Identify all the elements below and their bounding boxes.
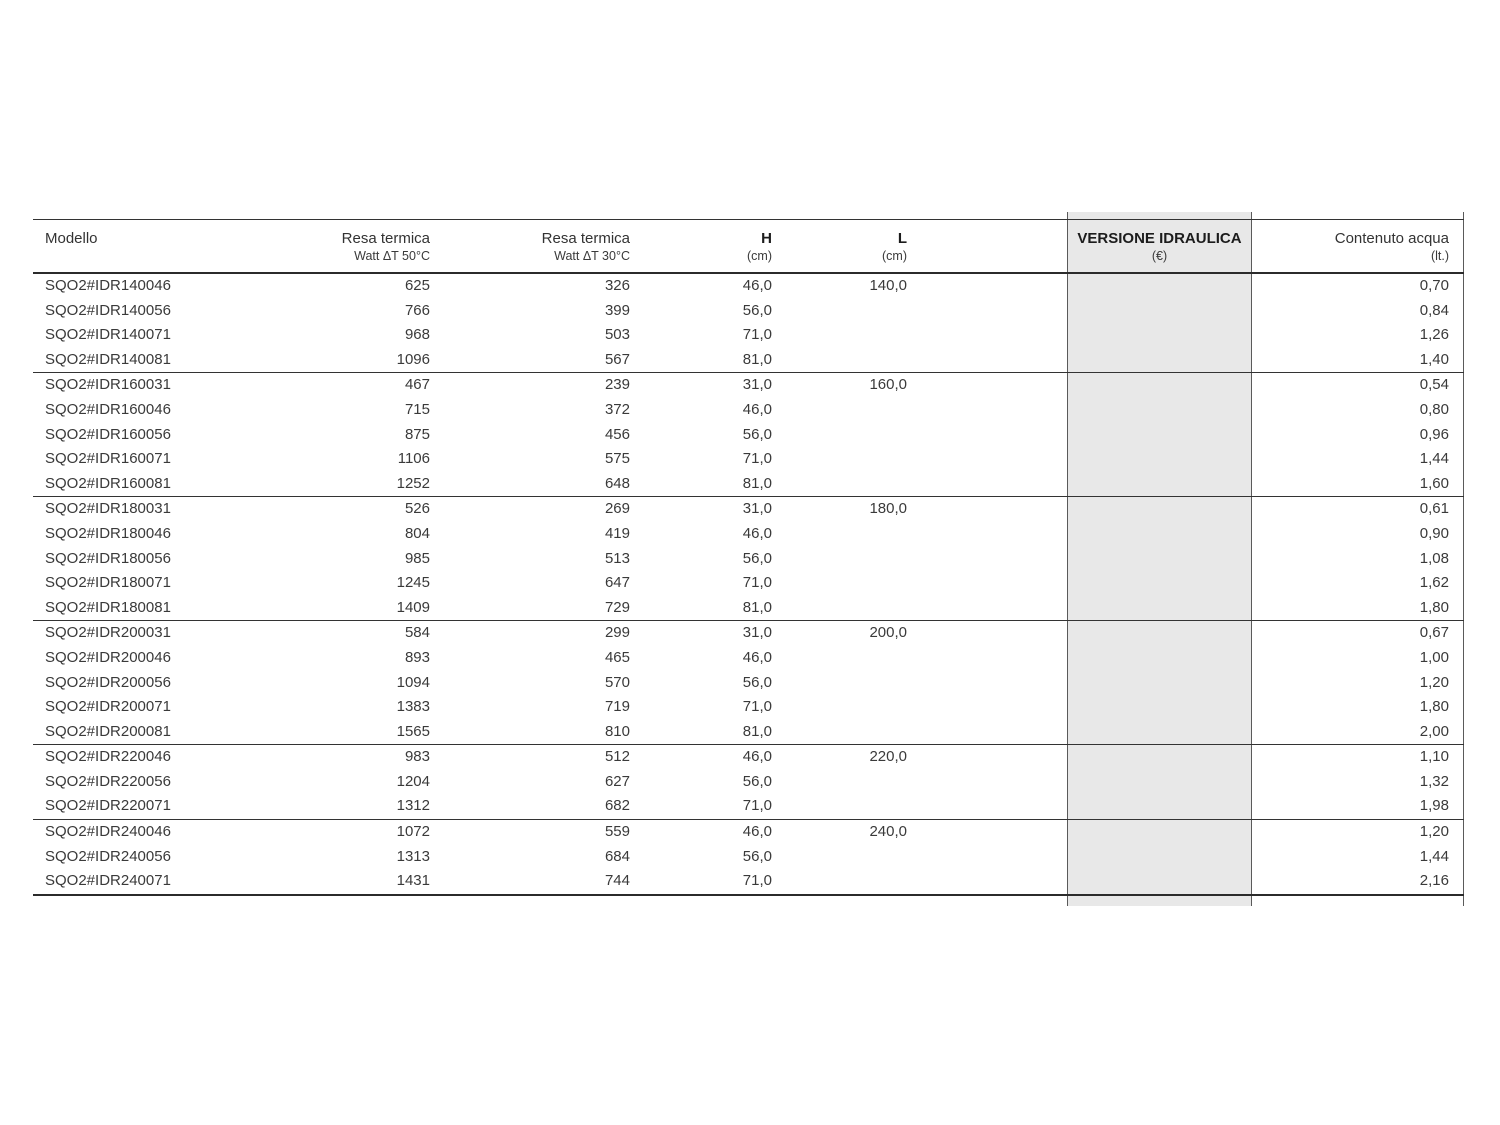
cell-modello: SQO2#IDR140056 <box>45 301 171 319</box>
cell-modello: SQO2#IDR220046 <box>45 748 171 766</box>
table-row <box>33 323 1464 348</box>
cell-l <box>772 571 907 596</box>
cell-l <box>772 348 907 373</box>
cell-l <box>772 695 907 720</box>
cell-spacer <box>907 398 1067 423</box>
cell-spacer <box>907 547 1067 572</box>
cell-modello: SQO2#IDR180046 <box>45 524 171 542</box>
cell-modello: SQO2#IDR180056 <box>45 549 171 567</box>
table-row <box>33 522 1464 547</box>
cell-versione-idraulica <box>1067 497 1252 522</box>
cell-spacer <box>907 273 1067 299</box>
cell-h: 46,0 <box>742 277 772 294</box>
cell-resa-termica-30: 627 <box>604 772 630 790</box>
cell-versione-idraulica <box>1067 646 1252 671</box>
cell-h: 46,0 <box>742 400 772 418</box>
header-l <box>772 220 907 274</box>
spec-table-zone <box>33 219 1464 896</box>
cell-contenuto-acqua: 1,10 <box>1419 748 1449 766</box>
product-spec-table <box>33 219 1464 896</box>
cell-resa-termica-30: 239 <box>604 376 630 394</box>
header-modello-label: Modello <box>45 230 98 247</box>
cell-h: 81,0 <box>742 350 772 368</box>
cell-contenuto-acqua: 0,61 <box>1419 500 1449 518</box>
cell-resa-termica-50: 968 <box>404 326 430 344</box>
cell-h: 46,0 <box>742 823 772 841</box>
cell-modello: SQO2#IDR180071 <box>45 574 171 592</box>
cell-contenuto-acqua: 1,44 <box>1419 450 1449 468</box>
cell-l <box>772 522 907 547</box>
table-row <box>33 794 1464 819</box>
cell-resa-termica-50: 1312 <box>396 797 430 815</box>
cell-modello: SQO2#IDR220056 <box>45 772 171 790</box>
cell-versione-idraulica <box>1067 794 1252 819</box>
cell-modello: SQO2#IDR200071 <box>45 698 171 716</box>
cell-l <box>772 398 907 423</box>
cell-spacer <box>907 720 1067 745</box>
cell-l <box>772 299 907 324</box>
cell-resa-termica-50: 467 <box>404 376 430 394</box>
cell-resa-termica-50: 875 <box>404 425 430 443</box>
cell-resa-termica-30: 682 <box>604 797 630 815</box>
cell-h: 46,0 <box>742 648 772 666</box>
cell-resa-termica-30: 575 <box>604 450 630 468</box>
cell-resa-termica-30: 465 <box>604 648 630 666</box>
cell-contenuto-acqua: 1,08 <box>1419 549 1449 567</box>
cell-resa-termica-50: 1072 <box>396 823 430 841</box>
table-row <box>33 845 1464 870</box>
cell-l <box>772 472 907 497</box>
cell-spacer <box>907 820 1067 845</box>
cell-h: 31,0 <box>742 624 772 642</box>
cell-versione-idraulica <box>1067 820 1252 845</box>
cell-l <box>772 845 907 870</box>
cell-contenuto-acqua: 1,20 <box>1419 673 1449 691</box>
cell-resa-termica-30: 729 <box>604 598 630 616</box>
cell-contenuto-acqua: 0,54 <box>1419 376 1449 394</box>
cell-resa-termica-50: 584 <box>404 624 430 642</box>
table-row <box>33 299 1464 324</box>
table-row <box>33 596 1464 621</box>
cell-resa-termica-50: 625 <box>404 277 430 294</box>
cell-h: 46,0 <box>742 524 772 542</box>
cell-spacer <box>907 522 1067 547</box>
table-row <box>33 820 1464 845</box>
cell-l <box>772 671 907 696</box>
header-l-label: L <box>897 230 907 247</box>
cell-versione-idraulica <box>1067 621 1252 646</box>
header-modello <box>33 220 283 274</box>
cell-modello: SQO2#IDR160046 <box>45 400 171 418</box>
cell-contenuto-acqua: 1,26 <box>1419 326 1449 344</box>
table-row <box>33 621 1464 646</box>
cell-modello: SQO2#IDR140046 <box>45 277 171 294</box>
cell-l <box>772 547 907 572</box>
cell-modello: SQO2#IDR200046 <box>45 648 171 666</box>
cell-h: 56,0 <box>742 772 772 790</box>
header-h-label: H <box>761 230 772 247</box>
header-resa-50-sublabel: Watt ΔT 50°C <box>354 249 430 263</box>
cell-resa-termica-30: 372 <box>604 400 630 418</box>
cell-h: 81,0 <box>742 598 772 616</box>
cell-versione-idraulica <box>1067 695 1252 720</box>
table-row <box>33 348 1464 373</box>
cell-resa-termica-30: 456 <box>604 425 630 443</box>
cell-contenuto-acqua: 1,98 <box>1419 797 1449 815</box>
cell-l <box>772 869 907 895</box>
cell-spacer <box>907 794 1067 819</box>
cell-resa-termica-30: 684 <box>604 847 630 865</box>
cell-resa-termica-30: 512 <box>604 748 630 766</box>
header-row <box>33 220 1464 274</box>
cell-contenuto-acqua: 1,60 <box>1419 474 1449 492</box>
cell-l: 200,0 <box>869 624 907 642</box>
cell-resa-termica-50: 1431 <box>396 872 430 890</box>
cell-h: 81,0 <box>742 722 772 740</box>
cell-contenuto-acqua: 0,90 <box>1419 524 1449 542</box>
cell-contenuto-acqua: 2,00 <box>1419 722 1449 740</box>
cell-modello: SQO2#IDR160056 <box>45 425 171 443</box>
cell-resa-termica-50: 985 <box>404 549 430 567</box>
cell-resa-termica-50: 715 <box>404 400 430 418</box>
cell-versione-idraulica <box>1067 447 1252 472</box>
header-h <box>630 220 772 274</box>
cell-h: 71,0 <box>742 797 772 815</box>
cell-modello: SQO2#IDR180081 <box>45 598 171 616</box>
cell-resa-termica-30: 647 <box>604 574 630 592</box>
header-contenuto-sublabel: (lt.) <box>1430 249 1449 263</box>
cell-contenuto-acqua: 2,16 <box>1419 872 1449 890</box>
cell-contenuto-acqua: 0,70 <box>1419 277 1449 294</box>
cell-versione-idraulica <box>1067 596 1252 621</box>
header-h-sublabel: (cm) <box>747 249 772 263</box>
cell-h: 71,0 <box>742 574 772 592</box>
cell-resa-termica-50: 1409 <box>396 598 430 616</box>
cell-versione-idraulica <box>1067 373 1252 398</box>
cell-spacer <box>907 423 1067 448</box>
table-row <box>33 373 1464 398</box>
cell-resa-termica-30: 559 <box>604 823 630 841</box>
cell-spacer <box>907 323 1067 348</box>
table-row <box>33 720 1464 745</box>
cell-resa-termica-50: 893 <box>404 648 430 666</box>
header-resa-termica-30 <box>430 220 630 274</box>
cell-versione-idraulica <box>1067 423 1252 448</box>
cell-spacer <box>907 447 1067 472</box>
cell-resa-termica-30: 503 <box>604 326 630 344</box>
cell-modello: SQO2#IDR240056 <box>45 847 171 865</box>
cell-versione-idraulica <box>1067 770 1252 795</box>
cell-versione-idraulica <box>1067 671 1252 696</box>
table-row <box>33 423 1464 448</box>
cell-modello: SQO2#IDR240071 <box>45 872 171 890</box>
cell-h: 71,0 <box>742 450 772 468</box>
cell-resa-termica-50: 1383 <box>396 698 430 716</box>
cell-h: 71,0 <box>742 698 772 716</box>
cell-versione-idraulica <box>1067 547 1252 572</box>
cell-modello: SQO2#IDR160071 <box>45 450 171 468</box>
table-row <box>33 472 1464 497</box>
cell-spacer <box>907 571 1067 596</box>
cell-spacer <box>907 373 1067 398</box>
cell-h: 56,0 <box>742 847 772 865</box>
cell-l <box>772 323 907 348</box>
header-versione-sublabel: (€) <box>1151 249 1168 263</box>
cell-resa-termica-50: 1313 <box>396 847 430 865</box>
cell-spacer <box>907 497 1067 522</box>
cell-resa-termica-50: 1245 <box>396 574 430 592</box>
header-spacer <box>907 220 1067 274</box>
cell-l <box>772 794 907 819</box>
header-contenuto-label: Contenuto acqua <box>1334 230 1449 247</box>
cell-resa-termica-50: 1252 <box>396 474 430 492</box>
cell-versione-idraulica <box>1067 398 1252 423</box>
cell-l: 240,0 <box>869 823 907 841</box>
cell-modello: SQO2#IDR220071 <box>45 797 171 815</box>
cell-h: 56,0 <box>742 301 772 319</box>
cell-modello: SQO2#IDR160081 <box>45 474 171 492</box>
cell-h: 71,0 <box>742 872 772 890</box>
cell-contenuto-acqua: 0,96 <box>1419 425 1449 443</box>
cell-resa-termica-50: 1096 <box>396 350 430 368</box>
cell-h: 31,0 <box>742 376 772 394</box>
cell-h: 46,0 <box>742 748 772 766</box>
cell-resa-termica-30: 570 <box>604 673 630 691</box>
cell-resa-termica-30: 513 <box>604 549 630 567</box>
cell-l: 140,0 <box>869 277 907 294</box>
table-row <box>33 646 1464 671</box>
cell-l: 220,0 <box>869 748 907 766</box>
cell-versione-idraulica <box>1067 273 1252 299</box>
cell-versione-idraulica <box>1067 472 1252 497</box>
table-row <box>33 547 1464 572</box>
cell-versione-idraulica <box>1067 745 1252 770</box>
cell-h: 71,0 <box>742 326 772 344</box>
cell-modello: SQO2#IDR200056 <box>45 673 171 691</box>
cell-spacer <box>907 845 1067 870</box>
cell-l <box>772 596 907 621</box>
header-versione-idraulica <box>1067 220 1252 274</box>
header-l-sublabel: (cm) <box>882 249 907 263</box>
table-row <box>33 869 1464 895</box>
cell-resa-termica-30: 399 <box>604 301 630 319</box>
cell-spacer <box>907 348 1067 373</box>
cell-modello: SQO2#IDR140071 <box>45 326 171 344</box>
cell-resa-termica-30: 810 <box>604 722 630 740</box>
table-row <box>33 447 1464 472</box>
cell-spacer <box>907 596 1067 621</box>
cell-contenuto-acqua: 0,80 <box>1419 400 1449 418</box>
cell-contenuto-acqua: 1,44 <box>1419 847 1449 865</box>
cell-resa-termica-50: 526 <box>404 500 430 518</box>
cell-h: 56,0 <box>742 673 772 691</box>
cell-versione-idraulica <box>1067 845 1252 870</box>
cell-resa-termica-50: 1565 <box>396 722 430 740</box>
cell-l <box>772 447 907 472</box>
cell-resa-termica-50: 983 <box>404 748 430 766</box>
cell-modello: SQO2#IDR240046 <box>45 823 171 841</box>
cell-spacer <box>907 869 1067 895</box>
cell-modello: SQO2#IDR160031 <box>45 376 171 394</box>
cell-spacer <box>907 621 1067 646</box>
cell-spacer <box>907 695 1067 720</box>
cell-resa-termica-50: 1106 <box>397 450 430 468</box>
cell-resa-termica-30: 648 <box>604 474 630 492</box>
cell-resa-termica-50: 766 <box>404 301 430 319</box>
cell-resa-termica-30: 419 <box>604 524 630 542</box>
cell-contenuto-acqua: 1,80 <box>1419 598 1449 616</box>
table-row <box>33 695 1464 720</box>
cell-versione-idraulica <box>1067 720 1252 745</box>
cell-h: 31,0 <box>742 500 772 518</box>
cell-spacer <box>907 299 1067 324</box>
cell-resa-termica-30: 719 <box>604 698 630 716</box>
cell-contenuto-acqua: 1,32 <box>1419 772 1449 790</box>
cell-spacer <box>907 671 1067 696</box>
table-row <box>33 273 1464 299</box>
cell-l <box>772 770 907 795</box>
cell-contenuto-acqua: 1,20 <box>1419 823 1449 841</box>
cell-versione-idraulica <box>1067 299 1252 324</box>
header-versione-label: VERSIONE IDRAULICA <box>1077 230 1242 247</box>
table-body <box>33 273 1464 895</box>
cell-spacer <box>907 770 1067 795</box>
header-resa-30-sublabel: Watt ΔT 30°C <box>554 249 630 263</box>
cell-versione-idraulica <box>1067 348 1252 373</box>
cell-modello: SQO2#IDR200031 <box>45 624 171 642</box>
cell-l: 160,0 <box>869 376 907 394</box>
table-row <box>33 745 1464 770</box>
cell-contenuto-acqua: 1,00 <box>1419 648 1449 666</box>
cell-versione-idraulica <box>1067 571 1252 596</box>
cell-modello: SQO2#IDR140081 <box>45 350 171 368</box>
table-row <box>33 671 1464 696</box>
cell-spacer <box>907 472 1067 497</box>
cell-resa-termica-50: 1204 <box>396 772 430 790</box>
header-resa-50-label: Resa termica <box>341 230 430 247</box>
table-header <box>33 220 1464 274</box>
cell-contenuto-acqua: 1,80 <box>1419 698 1449 716</box>
table-row <box>33 571 1464 596</box>
cell-resa-termica-30: 269 <box>604 500 630 518</box>
cell-resa-termica-50: 804 <box>404 524 430 542</box>
table-row <box>33 398 1464 423</box>
cell-spacer <box>907 646 1067 671</box>
header-contenuto-acqua <box>1252 220 1464 274</box>
cell-resa-termica-50: 1094 <box>396 673 430 691</box>
table-row <box>33 497 1464 522</box>
cell-modello: SQO2#IDR200081 <box>45 722 171 740</box>
header-resa-30-label: Resa termica <box>541 230 630 247</box>
cell-modello: SQO2#IDR180031 <box>45 500 171 518</box>
cell-contenuto-acqua: 0,67 <box>1419 624 1449 642</box>
table-row <box>33 770 1464 795</box>
cell-h: 56,0 <box>742 549 772 567</box>
cell-resa-termica-30: 744 <box>604 872 630 890</box>
cell-spacer <box>907 745 1067 770</box>
cell-resa-termica-30: 299 <box>604 624 630 642</box>
cell-h: 81,0 <box>742 474 772 492</box>
cell-h: 56,0 <box>742 425 772 443</box>
cell-l <box>772 646 907 671</box>
cell-versione-idraulica <box>1067 323 1252 348</box>
cell-versione-idraulica <box>1067 522 1252 547</box>
cell-versione-idraulica <box>1067 869 1252 895</box>
cell-l: 180,0 <box>869 500 907 518</box>
cell-resa-termica-30: 326 <box>604 277 630 294</box>
cell-l <box>772 720 907 745</box>
cell-contenuto-acqua: 0,84 <box>1419 301 1449 319</box>
cell-l <box>772 423 907 448</box>
header-resa-termica-50 <box>283 220 430 274</box>
cell-contenuto-acqua: 1,40 <box>1419 350 1449 368</box>
cell-contenuto-acqua: 1,62 <box>1419 574 1449 592</box>
cell-resa-termica-30: 567 <box>604 350 630 368</box>
